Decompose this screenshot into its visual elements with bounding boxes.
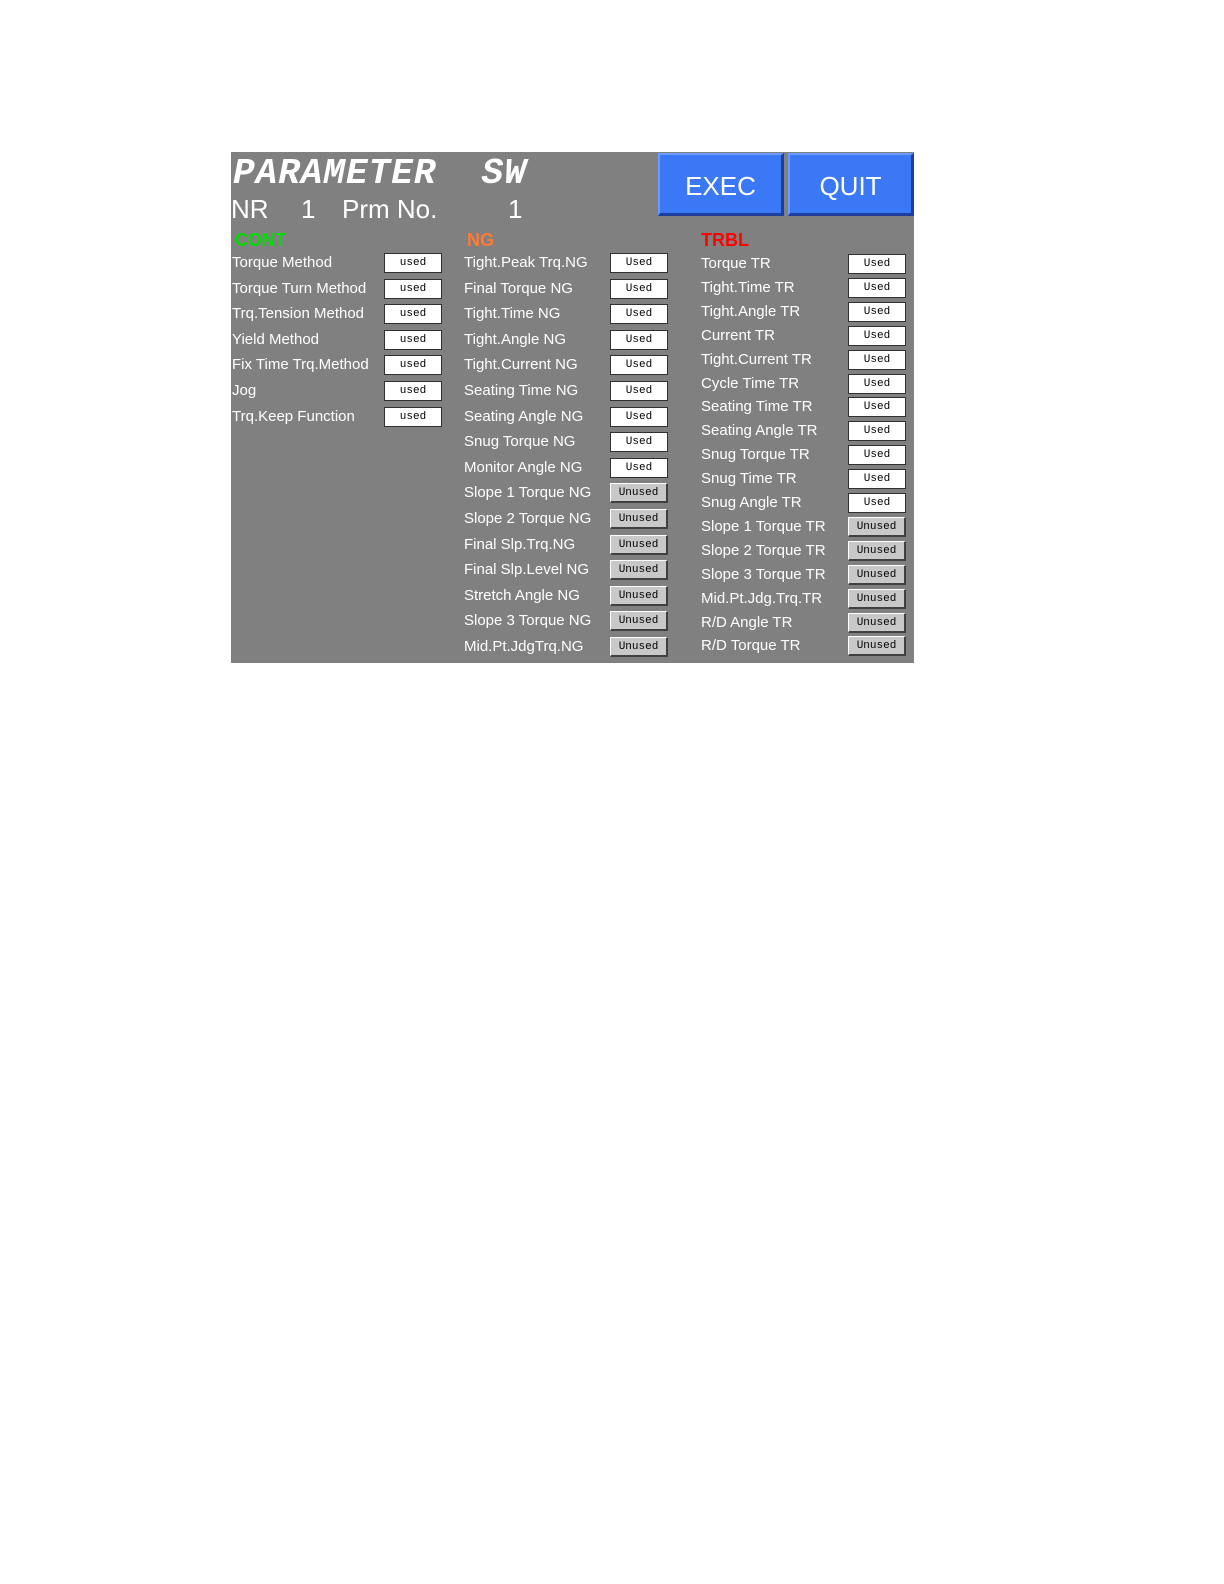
trbl-item-label: Tight.Angle TR — [701, 302, 801, 320]
trbl-item-label: R/D Torque TR — [701, 637, 801, 655]
trbl-item-label: Seating Time TR — [701, 398, 813, 416]
ng-row — [464, 303, 670, 325]
trbl-switch-button[interactable]: Used — [848, 326, 906, 346]
trbl-row — [701, 396, 908, 418]
cont-switch-button[interactable]: used — [384, 355, 442, 375]
ng-switch-button[interactable]: Used — [610, 458, 668, 478]
cont-item-label: Trq.Keep Function — [232, 407, 355, 425]
ng-switch-button[interactable]: Unused — [610, 483, 668, 503]
trbl-switch-button[interactable]: Unused — [848, 517, 906, 537]
ng-switch-button[interactable]: Used — [610, 279, 668, 299]
trbl-row — [701, 635, 908, 657]
trbl-row — [701, 301, 908, 323]
trbl-switch-button[interactable]: Used — [848, 493, 906, 513]
cont-switch-button[interactable]: used — [384, 407, 442, 427]
trbl-row — [701, 516, 908, 538]
ng-item-label: Slope 1 Torque NG — [464, 484, 592, 502]
cont-item-label: Yield Method — [232, 330, 319, 348]
ng-row — [464, 354, 670, 376]
nr-value: 1 — [301, 194, 316, 224]
ng-item-label: Tight.Time NG — [464, 305, 561, 323]
trbl-row — [701, 492, 908, 514]
ng-row — [464, 380, 670, 402]
cont-switch-button[interactable]: used — [384, 279, 442, 299]
trbl-switch-button[interactable]: Used — [848, 397, 906, 417]
trbl-switch-button[interactable]: Used — [848, 302, 906, 322]
trbl-item-label: Seating Angle TR — [701, 422, 818, 440]
trbl-item-label: Snug Time TR — [701, 470, 797, 488]
cont-row — [232, 278, 444, 300]
exec-button[interactable]: EXEC — [658, 153, 784, 216]
cont-header: CONT — [235, 230, 286, 250]
trbl-switch-button[interactable]: Unused — [848, 636, 906, 656]
ng-item-label: Tight.Current NG — [464, 356, 578, 374]
cont-row — [232, 329, 444, 351]
page-title: PARAMETER SW — [233, 153, 527, 194]
trbl-item-label: Snug Angle TR — [701, 494, 802, 511]
ng-row — [464, 406, 670, 428]
ng-item-label: Snug Torque NG — [464, 433, 576, 451]
ng-switch-button[interactable]: Used — [610, 407, 668, 427]
ng-switch-button[interactable]: Unused — [610, 535, 668, 555]
cont-item-label: Jog — [232, 382, 257, 399]
ng-row — [464, 585, 670, 607]
trbl-row — [701, 420, 908, 442]
trbl-item-label: Mid.Pt.Jdg.Trq.TR — [701, 589, 823, 607]
prm-no-value: 1 — [508, 194, 523, 224]
ng-item-label: Final Slp.Trq.NG — [464, 535, 576, 553]
trbl-row — [701, 588, 908, 610]
ng-item-label: Seating Angle NG — [464, 407, 584, 425]
trbl-switch-button[interactable]: Used — [848, 469, 906, 489]
trbl-row — [701, 468, 908, 490]
ng-switch-button[interactable]: Used — [610, 253, 668, 273]
ng-switch-button[interactable]: Unused — [610, 560, 668, 580]
ng-item-label: Tight.Peak Trq.NG — [464, 254, 588, 271]
ng-item-label: Tight.Angle NG — [464, 330, 566, 348]
ng-switch-button[interactable]: Used — [610, 330, 668, 350]
ng-row — [464, 534, 670, 556]
cont-item-label: Torque Method — [232, 254, 333, 271]
nr-label: NR — [231, 194, 269, 224]
ng-switch-button[interactable]: Unused — [610, 586, 668, 606]
trbl-row — [701, 277, 908, 299]
trbl-row — [701, 540, 908, 562]
ng-item-label: Final Torque NG — [464, 279, 573, 297]
cont-item-label: Trq.Tension Method — [232, 305, 365, 323]
ng-switch-button[interactable]: Unused — [610, 611, 668, 631]
trbl-switch-button[interactable]: Unused — [848, 589, 906, 609]
trbl-switch-button[interactable]: Used — [848, 421, 906, 441]
ng-row — [464, 610, 670, 632]
ng-item-label: Mid.Pt.JdgTrq.NG — [464, 638, 584, 655]
trbl-switch-button[interactable]: Unused — [848, 565, 906, 585]
trbl-switch-button[interactable]: Used — [848, 278, 906, 298]
cont-row — [232, 406, 444, 428]
trbl-header: TRBL — [701, 230, 749, 250]
trbl-item-label: R/D Angle TR — [701, 613, 793, 631]
ng-item-label: Seating Time NG — [464, 382, 579, 399]
trbl-row — [701, 325, 908, 347]
cont-row — [232, 252, 444, 274]
trbl-item-label: Tight.Current TR — [701, 350, 812, 368]
ng-item-label: Final Slp.Level NG — [464, 561, 590, 579]
ng-row — [464, 252, 670, 274]
ng-row — [464, 457, 670, 479]
trbl-item-label: Cycle Time TR — [701, 374, 800, 392]
trbl-switch-button[interactable]: Unused — [848, 541, 906, 561]
ng-switch-button[interactable]: Used — [610, 432, 668, 452]
trbl-switch-button[interactable]: Used — [848, 374, 906, 394]
ng-switch-button[interactable]: Used — [610, 304, 668, 324]
ng-item-label: Stretch Angle NG — [464, 586, 580, 604]
cont-switch-button[interactable]: used — [384, 253, 442, 273]
ng-item-label: Monitor Angle NG — [464, 458, 583, 476]
ng-row — [464, 431, 670, 453]
quit-button[interactable]: QUIT — [788, 153, 914, 216]
cont-row — [232, 354, 444, 376]
cont-switch-button[interactable]: used — [384, 304, 442, 324]
trbl-switch-button[interactable]: Unused — [848, 613, 906, 633]
trbl-switch-button[interactable]: Used — [848, 254, 906, 274]
ng-row — [464, 508, 670, 530]
trbl-item-label: Torque TR — [701, 255, 771, 272]
parameter-sw-screen — [231, 152, 914, 663]
ng-switch-button[interactable]: Used — [610, 355, 668, 375]
ng-row — [464, 278, 670, 300]
trbl-item-label: Slope 1 Torque TR — [701, 517, 826, 535]
ng-header: NG — [467, 230, 494, 250]
ng-item-label: Slope 3 Torque NG — [464, 612, 592, 630]
cont-switch-button[interactable]: used — [384, 381, 442, 401]
cont-item-label: Torque Turn Method — [232, 279, 367, 297]
cont-switch-button[interactable]: used — [384, 330, 442, 350]
trbl-row — [701, 564, 908, 586]
ng-switch-button[interactable]: Unused — [610, 637, 668, 657]
trbl-item-label: Slope 3 Torque TR — [701, 565, 826, 583]
ng-row — [464, 636, 670, 658]
trbl-switch-button[interactable]: Used — [848, 445, 906, 465]
trbl-row — [701, 373, 908, 395]
cont-item-label: Fix Time Trq.Method — [232, 356, 369, 374]
prm-no-label: Prm No. — [342, 194, 438, 224]
trbl-row — [701, 444, 908, 466]
ng-row — [464, 482, 670, 504]
trbl-item-label: Tight.Time TR — [701, 278, 795, 296]
ng-switch-button[interactable]: Unused — [610, 509, 668, 529]
ng-switch-button[interactable]: Used — [610, 381, 668, 401]
nr-prm-line — [231, 194, 551, 224]
ng-item-label: Slope 2 Torque NG — [464, 510, 592, 527]
ng-row — [464, 329, 670, 351]
trbl-item-label: Slope 2 Torque TR — [701, 541, 826, 559]
trbl-item-label: Snug Torque TR — [701, 446, 810, 464]
trbl-row — [701, 253, 908, 275]
trbl-row — [701, 612, 908, 634]
trbl-row — [701, 349, 908, 371]
cont-row — [232, 303, 444, 325]
trbl-item-label: Current TR — [701, 326, 775, 344]
cont-row — [232, 380, 444, 402]
ng-row — [464, 559, 670, 581]
trbl-switch-button[interactable]: Used — [848, 350, 906, 370]
